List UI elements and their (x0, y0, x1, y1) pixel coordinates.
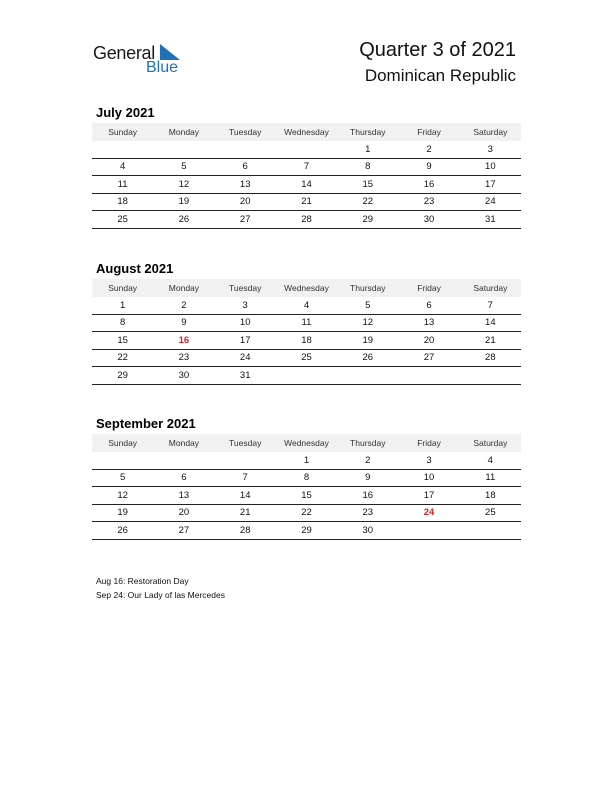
day-cell: 29 (301, 524, 312, 536)
weekday-label: Friday (417, 438, 441, 448)
day-cell: 14 (239, 489, 251, 501)
day-cell: 19 (178, 196, 190, 208)
day-cell: 7 (303, 161, 310, 173)
logo-blue-text: Blue (146, 59, 179, 76)
day-cell: 22 (362, 196, 374, 208)
day-cell: 10 (423, 472, 435, 484)
logo-general-text: General (93, 43, 155, 63)
day-cell: 25 (301, 352, 312, 364)
month-title: August 2021 (96, 261, 174, 276)
weekday-label: Wednesday (284, 127, 329, 137)
day-cell: 18 (301, 334, 312, 346)
day-cell: 3 (426, 454, 432, 466)
day-cell: 19 (362, 334, 374, 346)
day-cell: 28 (301, 213, 312, 225)
day-cell: 23 (423, 196, 435, 208)
weekday-label: Sunday (108, 127, 138, 137)
day-cell: 18 (485, 489, 496, 501)
weekday-label: Tuesday (229, 438, 262, 448)
day-cell: 19 (117, 507, 128, 519)
week-row (92, 522, 521, 540)
day-cell: 22 (301, 507, 312, 519)
week-row (92, 505, 521, 523)
day-cell: 9 (365, 472, 371, 484)
holiday-day-cell: 24 (423, 507, 435, 519)
day-cell: 27 (178, 524, 190, 536)
day-cell: 30 (423, 213, 435, 225)
weekday-label: Thursday (350, 283, 386, 293)
day-cell: 12 (362, 317, 374, 329)
day-cell: 8 (303, 472, 310, 484)
holiday-note: Aug 16: Restoration Day (96, 576, 189, 586)
page-subtitle: Dominican Republic (364, 66, 516, 85)
day-cell: 8 (119, 317, 126, 329)
day-cell: 3 (242, 299, 248, 311)
day-cell: 7 (242, 472, 248, 484)
holiday-note: Sep 24: Our Lady of las Mercedes (96, 590, 225, 600)
week-row (92, 487, 521, 505)
week-row (92, 452, 521, 470)
weekday-header-row (92, 123, 521, 141)
day-cell: 12 (117, 489, 128, 501)
day-cell: 5 (365, 299, 371, 311)
weekday-label: Sunday (108, 438, 138, 448)
day-cell: 13 (239, 178, 251, 190)
day-cell: 23 (362, 507, 374, 519)
day-cell: 8 (365, 161, 371, 173)
day-cell: 15 (362, 178, 374, 190)
month-calendar-august (92, 259, 521, 385)
weekday-label: Monday (168, 127, 200, 137)
day-cell: 25 (117, 213, 128, 225)
week-row (92, 332, 521, 350)
day-cell: 2 (365, 454, 371, 466)
week-row (92, 141, 521, 159)
month-calendar-july (92, 103, 521, 229)
day-cell: 11 (301, 317, 312, 329)
day-cell: 15 (117, 334, 128, 346)
day-cell: 7 (487, 299, 493, 311)
day-cell: 16 (423, 178, 435, 190)
day-cell: 31 (485, 213, 496, 225)
day-cell: 23 (178, 352, 190, 364)
weekday-label: Wednesday (284, 283, 329, 293)
day-cell: 20 (423, 334, 435, 346)
day-cell: 6 (426, 299, 432, 311)
day-cell: 24 (239, 352, 251, 364)
day-cell: 31 (239, 369, 251, 381)
day-cell: 20 (239, 196, 251, 208)
day-cell: 18 (117, 196, 128, 208)
week-row (92, 315, 521, 333)
weekday-label: Saturday (473, 127, 508, 137)
day-cell: 30 (362, 524, 374, 536)
weekday-label: Sunday (108, 283, 138, 293)
week-row (92, 470, 521, 488)
day-cell: 6 (181, 472, 187, 484)
weekday-label: Saturday (473, 283, 508, 293)
weekday-label: Monday (168, 438, 200, 448)
weekday-label: Friday (417, 283, 441, 293)
week-row (92, 297, 521, 315)
day-cell: 5 (181, 161, 187, 173)
day-cell: 17 (239, 334, 251, 346)
day-cell: 13 (423, 317, 435, 329)
day-cell: 27 (239, 213, 251, 225)
day-cell: 1 (365, 143, 371, 155)
day-cell: 4 (303, 299, 310, 311)
day-cell: 11 (485, 472, 496, 484)
day-cell: 14 (301, 178, 312, 190)
generalblue-logo (93, 40, 193, 80)
day-cell: 3 (487, 143, 493, 155)
day-cell: 28 (239, 524, 251, 536)
week-row (92, 367, 521, 385)
day-cell: 21 (239, 507, 251, 519)
day-cell: 26 (178, 213, 190, 225)
week-row (92, 176, 521, 194)
weekday-label: Wednesday (284, 438, 329, 448)
holiday-day-cell: 16 (178, 334, 190, 346)
day-cell: 26 (117, 524, 128, 536)
day-cell: 29 (117, 369, 128, 381)
weekday-header-row (92, 279, 521, 297)
week-row (92, 350, 521, 368)
day-cell: 17 (423, 489, 435, 501)
month-title: September 2021 (96, 416, 196, 431)
weekday-label: Friday (417, 127, 441, 137)
day-cell: 16 (362, 489, 374, 501)
month-title: July 2021 (96, 105, 155, 120)
day-cell: 1 (303, 454, 310, 466)
day-cell: 21 (485, 334, 496, 346)
day-cell: 15 (301, 489, 312, 501)
day-cell: 26 (362, 352, 374, 364)
day-cell: 27 (423, 352, 435, 364)
weekday-label: Thursday (350, 127, 386, 137)
day-cell: 20 (178, 507, 190, 519)
day-cell: 5 (119, 472, 126, 484)
weekday-label: Saturday (473, 438, 508, 448)
day-cell: 11 (117, 178, 128, 190)
month-calendar-september (92, 414, 521, 540)
day-cell: 13 (178, 489, 190, 501)
day-cell: 10 (485, 161, 496, 173)
day-cell: 25 (485, 507, 496, 519)
day-cell: 6 (242, 161, 248, 173)
day-cell: 4 (119, 161, 126, 173)
weekday-label: Monday (168, 283, 200, 293)
weekday-label: Tuesday (229, 283, 262, 293)
day-cell: 22 (117, 352, 128, 364)
day-cell: 12 (178, 178, 190, 190)
week-row (92, 211, 521, 229)
weekday-label: Thursday (350, 438, 386, 448)
day-cell: 10 (239, 317, 251, 329)
page-title: Quarter 3 of 2021 (359, 39, 516, 61)
day-cell: 30 (178, 369, 190, 381)
weekday-header-row (92, 434, 521, 452)
day-cell: 28 (485, 352, 496, 364)
day-cell: 2 (426, 143, 432, 155)
holiday-notes (96, 574, 225, 602)
day-cell: 29 (362, 213, 374, 225)
day-cell: 2 (181, 299, 187, 311)
day-cell: 14 (485, 317, 496, 329)
week-row (92, 159, 521, 177)
day-cell: 9 (426, 161, 432, 173)
weekday-label: Tuesday (229, 127, 262, 137)
day-cell: 21 (301, 196, 312, 208)
week-row (92, 194, 521, 212)
day-cell: 1 (119, 299, 126, 311)
day-cell: 9 (181, 317, 187, 329)
day-cell: 24 (485, 196, 496, 208)
day-cell: 4 (487, 454, 493, 466)
day-cell: 17 (485, 178, 496, 190)
logo-triangle-icon (160, 44, 180, 60)
